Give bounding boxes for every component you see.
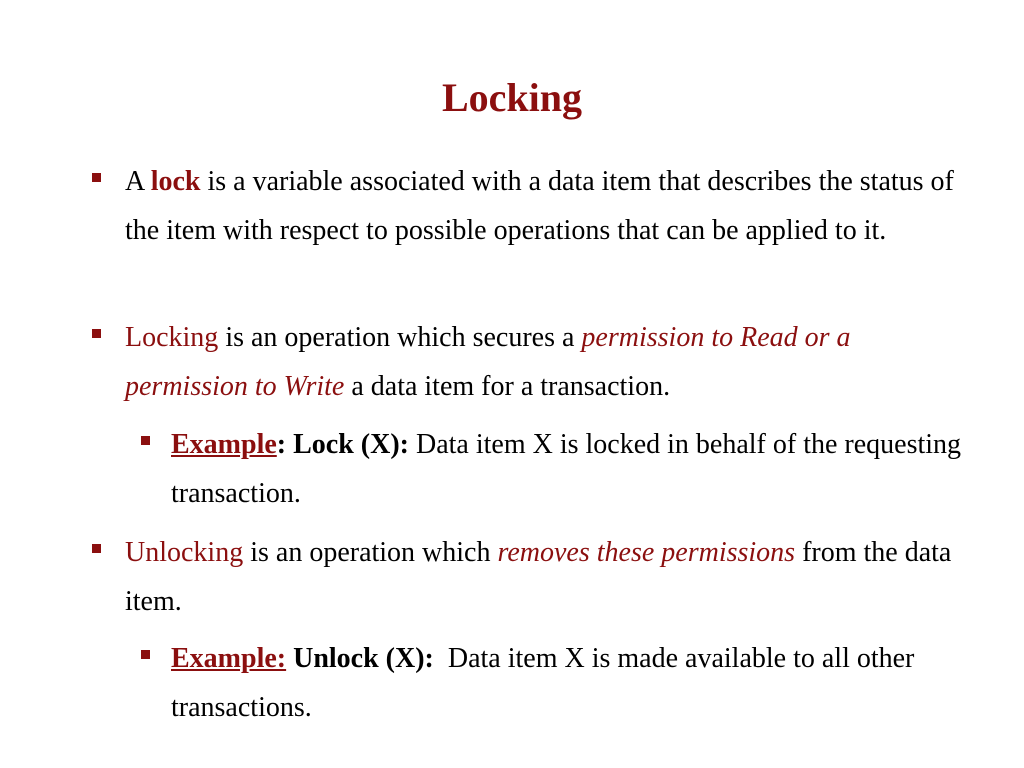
emphasis-permissions: permission to Read or a permission to Write [125, 322, 851, 402]
square-bullet-icon [92, 544, 101, 553]
text-segment: is an operation which secures a [218, 322, 582, 353]
unlock-operation: Unlock (X): [286, 643, 434, 674]
square-bullet-icon [92, 173, 101, 182]
slide-title: Locking [441, 75, 583, 120]
text-segment: : [276, 429, 287, 460]
bullet-lock-example [171, 420, 971, 518]
lock-operation: Lock (X): [286, 429, 409, 460]
term-lock: lock [150, 166, 201, 197]
bullet-locking [125, 313, 975, 411]
bullet-unlocking [125, 528, 975, 626]
example-label: Example [171, 429, 277, 460]
square-bullet-icon [141, 650, 150, 659]
bullet-unlock-example [171, 634, 971, 732]
square-bullet-icon [92, 329, 101, 338]
text-segment: Data item X is locked in behalf of the requesting transaction. [171, 429, 962, 509]
text-segment: is an operation which [243, 537, 498, 568]
text-segment: is a variable associated with a data item that describes the status of the item with respect to possible operations that can be applied to it. [125, 166, 954, 246]
term-unlocking: Unlocking [125, 537, 244, 568]
term-locking: Locking [125, 322, 219, 353]
text-segment: A [125, 166, 151, 197]
bullet-lock-definition [125, 157, 975, 255]
example-label: Example: [171, 643, 287, 674]
text-segment: from the data item. [125, 537, 952, 617]
emphasis-removes: removes these permissions [497, 537, 796, 568]
text-segment: a data item for a transaction. [344, 371, 671, 402]
text-segment: Data item X is made available to all other transactions. [171, 643, 922, 723]
square-bullet-icon [141, 436, 150, 445]
